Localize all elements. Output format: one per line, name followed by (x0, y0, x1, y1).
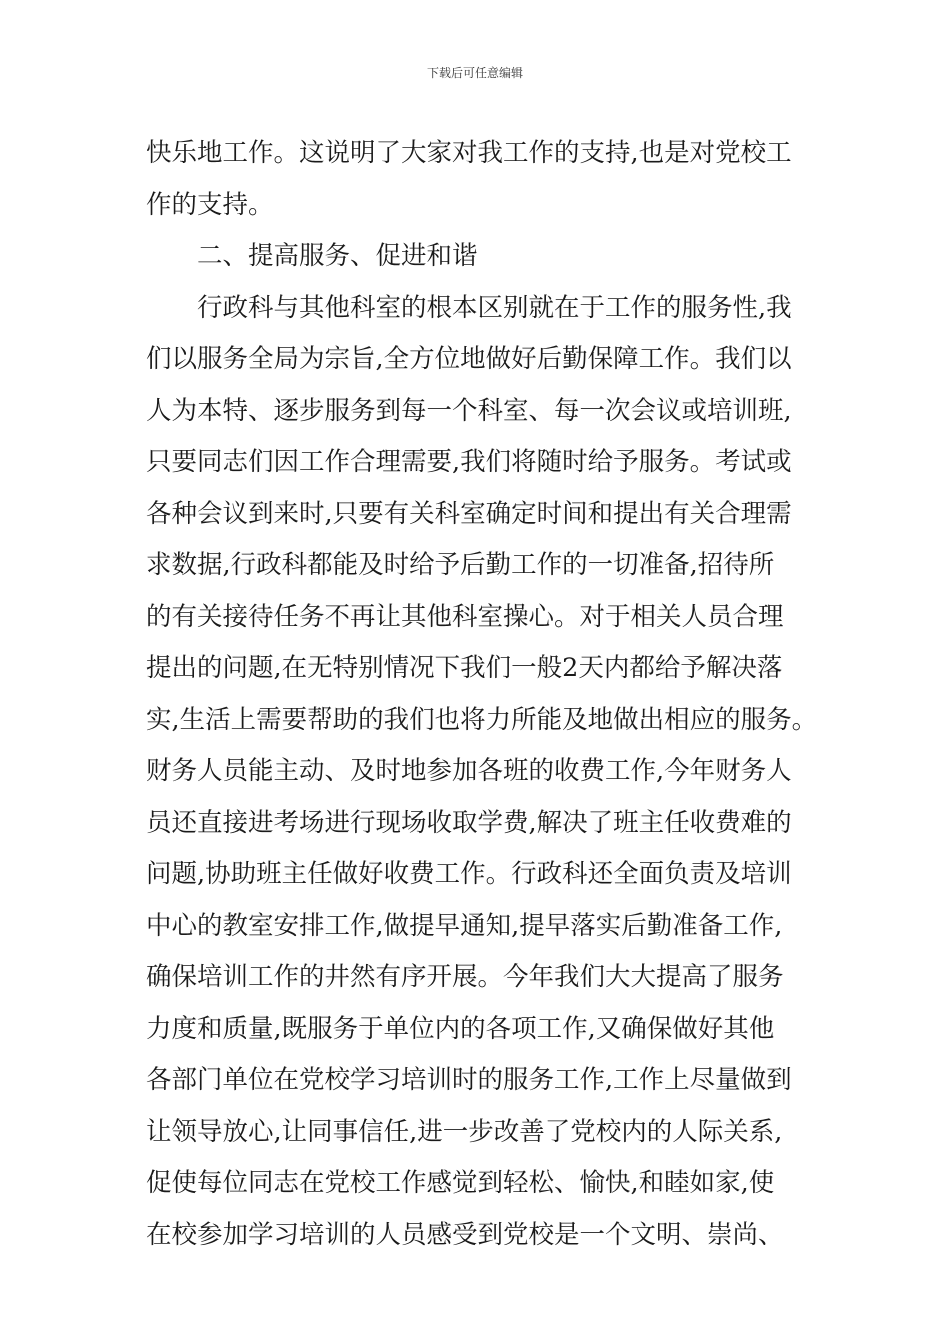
text-line: 促使每位同志在党校工作感觉到轻松、愉快,和睦如家,使 (146, 1168, 775, 1198)
text-line: 求数据,行政科都能及时给予后勤工作的一切准备,招待所 (146, 550, 775, 580)
text-line: 各种会议到来时,只要有关科室确定时间和提出有关合理需 (146, 498, 792, 529)
text-line: 们以服务全局为宗旨,全方位地做好后勤保障工作。我们以 (146, 344, 792, 374)
page-header: 下载后可任意编辑 (426, 66, 523, 80)
text-line: 问题,协助班主任做好收费工作。行政科还全面负责及培训 (146, 859, 792, 889)
text-line: 财务人员能主动、及时地参加各班的收费工作,今年财务人 (146, 756, 792, 786)
text-line: 提出的问题,在无特别情况下我们一般2天内都给予解决落 (146, 653, 783, 683)
text-line: 中心的教室安排工作,做提早通知,提早落实后勤准备工作, (146, 910, 783, 941)
text-line: 快乐地工作。这说明了大家对我工作的支持,也是对党校工 (146, 138, 792, 168)
text-line: 让领导放心,让同事信任,进一步改善了党校内的人际关系, (146, 1116, 783, 1147)
text-line: 力度和质量,既服务于单位内的各项工作,又确保做好其他 (146, 1013, 775, 1044)
text-line: 的有关接待任务不再让其他科室操心。对于相关人员合理 (146, 601, 784, 632)
text-line: 员还直接进考场进行现场收取学费,解决了班主任收费难的 (146, 807, 792, 838)
text-line: 只要同志们因工作合理需要,我们将随时给予服务。考试或 (146, 447, 792, 477)
section-heading: 二、提高服务、促进和谐 (197, 241, 478, 271)
text-line: 在校参加学习培训的人员感受到党校是一个文明、崇尚、 (146, 1219, 784, 1250)
document-body (146, 128, 826, 1261)
text-line: 作的支持。 (146, 189, 274, 220)
text-line: 实,生活上需要帮助的我们也将力所能及地做出相应的服务。 (146, 704, 818, 735)
text-line: 各部门单位在党校学习培训时的服务工作,工作上尽量做到 (146, 1065, 792, 1095)
text-line: 人为本特、逐步服务到每一个科室、每一次会议或培训班, (146, 395, 792, 426)
text-line: 行政科与其他科室的根本区别就在于工作的服务性,我 (197, 292, 792, 323)
text-line: 确保培训工作的井然有序开展。今年我们大大提高了服务 (146, 962, 784, 992)
